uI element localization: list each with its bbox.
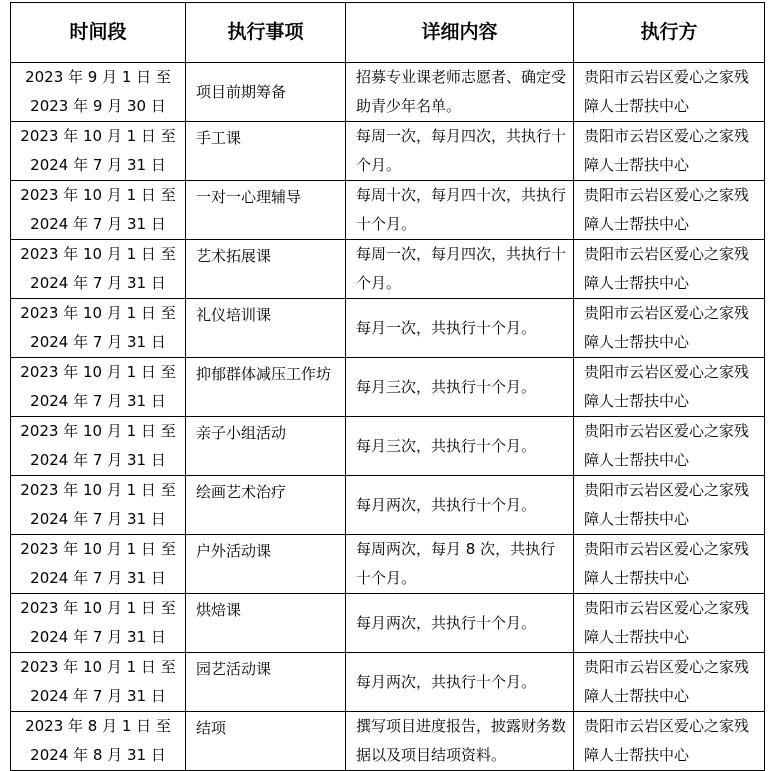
time-end: 2024 年 7 月 31 日 <box>30 156 166 174</box>
time-end: 2024 年 7 月 31 日 <box>30 687 166 705</box>
detail-cell: 撰写项目进度报告，披露财务数据以及项目结项资料。 <box>346 712 574 771</box>
table-row <box>11 63 765 122</box>
time-start: 2023 年 10 月 1 日 至 <box>20 599 176 617</box>
time-period-cell <box>11 181 186 240</box>
table-row <box>11 240 765 299</box>
task-cell: 结项 <box>186 712 346 771</box>
time-end: 2024 年 7 月 31 日 <box>30 333 166 351</box>
time-period-cell <box>11 63 186 122</box>
detail-cell: 每月一次，共执行十个月。 <box>346 299 574 358</box>
time-period-cell <box>11 535 186 594</box>
table-row <box>11 594 765 653</box>
time-end: 2024 年 7 月 31 日 <box>30 274 166 292</box>
time-start: 2023 年 10 月 1 日 至 <box>20 245 176 263</box>
executor-cell: 贵阳市云岩区爱心之家残障人士帮扶中心 <box>574 122 765 181</box>
time-end: 2024 年 7 月 31 日 <box>30 451 166 469</box>
time-period-cell <box>11 358 186 417</box>
time-end: 2024 年 7 月 31 日 <box>30 628 166 646</box>
header-task: 执行事项 <box>186 3 346 63</box>
time-start: 2023 年 10 月 1 日 至 <box>20 304 176 322</box>
table-row <box>11 181 765 240</box>
executor-cell: 贵阳市云岩区爱心之家残障人士帮扶中心 <box>574 535 765 594</box>
time-period-cell <box>11 653 186 712</box>
table-row <box>11 535 765 594</box>
detail-cell: 招募专业课老师志愿者、确定受助青少年名单。 <box>346 63 574 122</box>
time-period-cell <box>11 240 186 299</box>
task-cell: 户外活动课 <box>186 535 346 594</box>
table-row <box>11 417 765 476</box>
detail-cell: 每周一次，每月四次，共执行十个月。 <box>346 122 574 181</box>
time-period-cell <box>11 417 186 476</box>
table-row <box>11 476 765 535</box>
detail-cell: 每月两次，共执行十个月。 <box>346 476 574 535</box>
executor-cell: 贵阳市云岩区爱心之家残障人士帮扶中心 <box>574 712 765 771</box>
task-cell: 礼仪培训课 <box>186 299 346 358</box>
time-start: 2023 年 10 月 1 日 至 <box>20 186 176 204</box>
time-period-cell <box>11 122 186 181</box>
time-end: 2024 年 8 月 31 日 <box>30 746 166 764</box>
executor-cell: 贵阳市云岩区爱心之家残障人士帮扶中心 <box>574 240 765 299</box>
time-start: 2023 年 10 月 1 日 至 <box>20 422 176 440</box>
time-start: 2023 年 9 月 1 日 至 <box>25 68 171 86</box>
executor-cell: 贵阳市云岩区爱心之家残障人士帮扶中心 <box>574 476 765 535</box>
executor-cell: 贵阳市云岩区爱心之家残障人士帮扶中心 <box>574 181 765 240</box>
table-row <box>11 653 765 712</box>
table-row <box>11 122 765 181</box>
time-period-cell <box>11 299 186 358</box>
detail-cell: 每周一次，每月四次，共执行十个月。 <box>346 240 574 299</box>
task-cell: 项目前期筹备 <box>186 63 346 122</box>
task-cell: 园艺活动课 <box>186 653 346 712</box>
detail-cell: 每周十次，每月四十次，共执行十个月。 <box>346 181 574 240</box>
task-cell: 一对一心理辅导 <box>186 181 346 240</box>
executor-cell: 贵阳市云岩区爱心之家残障人士帮扶中心 <box>574 653 765 712</box>
time-end: 2024 年 7 月 31 日 <box>30 215 166 233</box>
table-row <box>11 299 765 358</box>
time-period-cell <box>11 594 186 653</box>
header-row <box>11 3 765 63</box>
table-row <box>11 358 765 417</box>
detail-cell: 每月三次，共执行十个月。 <box>346 358 574 417</box>
executor-cell: 贵阳市云岩区爱心之家残障人士帮扶中心 <box>574 417 765 476</box>
time-end: 2024 年 7 月 31 日 <box>30 392 166 410</box>
time-end: 2024 年 7 月 31 日 <box>30 510 166 528</box>
detail-cell: 每月三次，共执行十个月。 <box>346 417 574 476</box>
task-cell: 手工课 <box>186 122 346 181</box>
time-end: 2024 年 7 月 31 日 <box>30 569 166 587</box>
time-start: 2023 年 10 月 1 日 至 <box>20 127 176 145</box>
time-start: 2023 年 8 月 1 日 至 <box>25 717 171 735</box>
time-end: 2023 年 9 月 30 日 <box>30 97 166 115</box>
executor-cell: 贵阳市云岩区爱心之家残障人士帮扶中心 <box>574 358 765 417</box>
time-period-cell <box>11 476 186 535</box>
schedule-table <box>10 2 765 771</box>
detail-cell: 每周两次，每月 8 次，共执行十个月。 <box>346 535 574 594</box>
task-cell: 绘画艺术治疗 <box>186 476 346 535</box>
executor-cell: 贵阳市云岩区爱心之家残障人士帮扶中心 <box>574 299 765 358</box>
task-cell: 亲子小组活动 <box>186 417 346 476</box>
task-cell: 烘焙课 <box>186 594 346 653</box>
header-executor: 执行方 <box>574 3 765 63</box>
header-detail: 详细内容 <box>346 3 574 63</box>
time-start: 2023 年 10 月 1 日 至 <box>20 540 176 558</box>
detail-cell: 每月两次，共执行十个月。 <box>346 594 574 653</box>
task-cell: 艺术拓展课 <box>186 240 346 299</box>
time-start: 2023 年 10 月 1 日 至 <box>20 363 176 381</box>
detail-cell: 每月两次，共执行十个月。 <box>346 653 574 712</box>
executor-cell: 贵阳市云岩区爱心之家残障人士帮扶中心 <box>574 594 765 653</box>
executor-cell: 贵阳市云岩区爱心之家残障人士帮扶中心 <box>574 63 765 122</box>
task-cell: 抑郁群体减压工作坊 <box>186 358 346 417</box>
header-time-period: 时间段 <box>11 3 186 63</box>
time-start: 2023 年 10 月 1 日 至 <box>20 481 176 499</box>
time-start: 2023 年 10 月 1 日 至 <box>20 658 176 676</box>
